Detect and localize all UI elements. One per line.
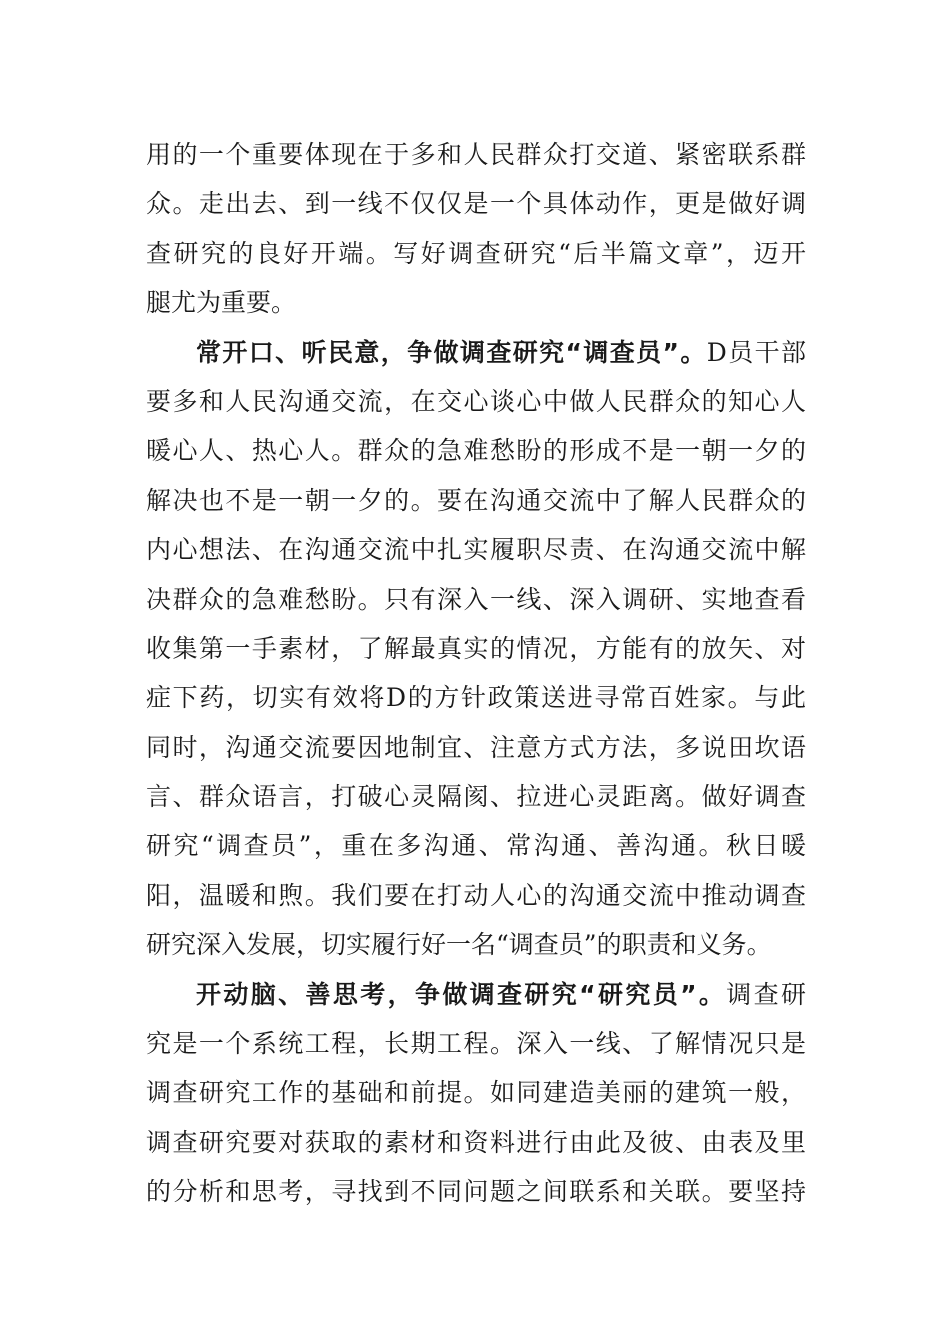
para2-line-8: 同时，沟通交流要因地制宜、注意方式方法，多说田坎语 [146,732,806,762]
para2-line-3: 解决也不是一朝一夕的。要在沟通交流中了解人民群众的 [146,485,806,515]
para2-line-1: 要多和人民沟通交流，在交心谈心中做人民群众的知心人 [146,386,806,416]
para2-line-6: 收集第一手素材，了解最真实的情况，方能有的放矢、对 [146,633,806,663]
para2-line-10: 研究“调查员”，重在多沟通、常沟通、善沟通。秋日暖 [146,831,806,861]
document-body [146,130,806,1217]
para2-line-2: 暖心人、热心人。群众的急难愁盼的形成不是一朝一夕的 [146,436,806,466]
para2-line-11: 阳，温暖和煦。我们要在打动人心的沟通交流中推动调查 [146,880,806,910]
para1-line-1: 用的一个重要体现在于多和人民群众打交道、紧密联系群 [146,140,806,169]
para3-first-line-rest: 调查研 [726,979,806,1009]
para2-line-5: 决群众的急难愁盼。只有深入一线、深入调研、实地查看 [146,584,806,614]
para3-line-2: 调查研究工作的基础和前提。如同建造美丽的建筑一般， [146,1078,806,1108]
para3-heading: 开动脑、善思考，争做调查研究“研究员”。 [196,979,727,1009]
para3-first-line [146,970,806,1019]
para2-first-line [146,328,806,377]
para2-heading: 常开口、听民意，争做调查研究“调查员”。 [196,337,707,367]
para3-line-4: 的分析和思考，寻找到不同问题之间联系和关联。要坚持 [146,1177,806,1207]
para1-line-3: 查研究的良好开端。写好调查研究“后半篇文章”，迈开 [146,238,806,268]
para2-line-7: 症下药，切实有效将D的方针政策送进寻常百姓家。与此 [146,683,806,713]
para2-line-9: 言、群众语言，打破心灵隔阂、拉进心灵距离。做好调查 [146,782,806,812]
para1-line-2: 众。走出去、到一线不仅仅是一个具体动作，更是做好调 [146,189,806,219]
para3-line-1: 究是一个系统工程，长期工程。深入一线、了解情况只是 [146,1029,806,1059]
para1-line-4: 腿尤为重要。 [146,288,297,318]
para2-first-line-rest: D员干部 [706,337,806,367]
para2-line-4: 内心想法、在沟通交流中扎实履职尽责、在沟通交流中解 [146,535,806,565]
para3-line-3: 调查研究要对获取的素材和资料进行由此及彼、由表及里 [146,1127,806,1157]
para2-line-12: 研究深入发展，切实履行好一名“调查员”的职责和义务。 [146,930,772,960]
